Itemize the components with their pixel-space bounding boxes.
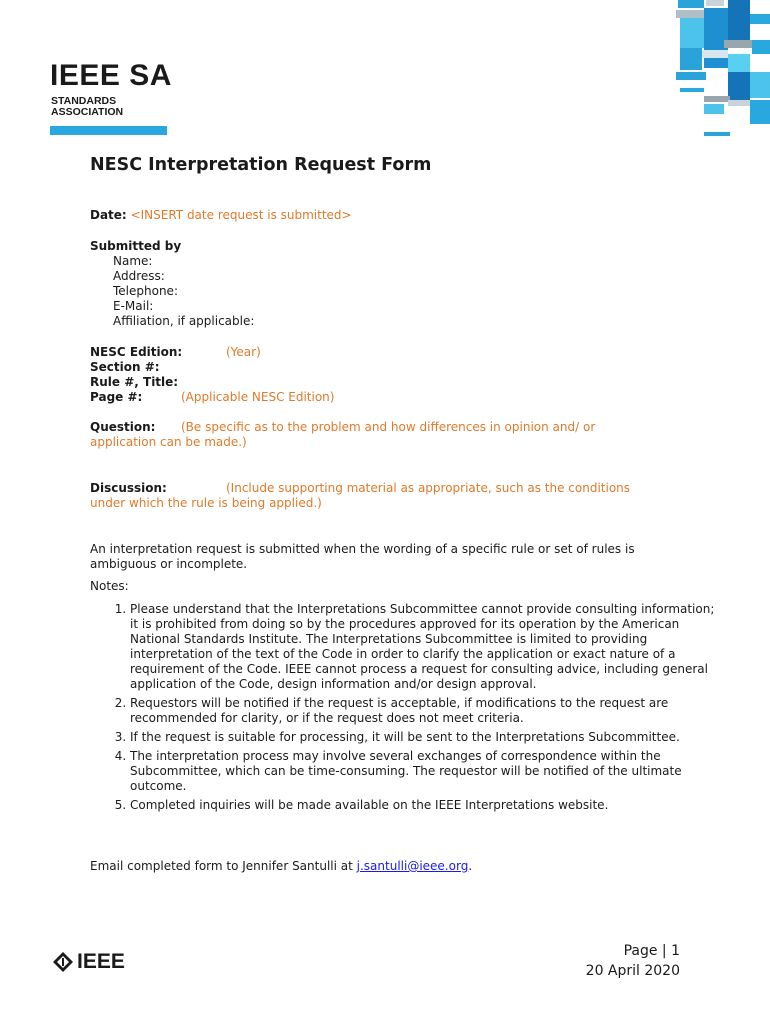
logo-subtitle-line2: ASSOCIATION: [51, 106, 124, 118]
page-title: NESC Interpretation Request Form: [90, 155, 432, 175]
question-hint-line1: (Be specific as to the problem and how differences in opinion and/ or: [181, 420, 596, 434]
page-number: Page | 1: [623, 943, 680, 959]
email-suffix: .: [468, 859, 473, 873]
discussion-hint-line2: under which the rule is being applied.): [90, 496, 322, 510]
discussion-hint-line1: (Include supporting material as appropriate, such as the conditions: [226, 481, 631, 495]
ieee-sa-logo: IEEE SA: [50, 59, 172, 92]
email-prefix: Email completed form to Jennifer Santulli at: [90, 859, 357, 873]
email-link[interactable]: j.santulli@ieee.org: [356, 859, 469, 873]
list-item: 3. If the request is suitable for processing, it will be sent to the Interpretations Subcommittee.: [130, 730, 720, 745]
edition-label: NESC Edition:: [90, 345, 183, 359]
submitted-by-heading: Submitted by: [90, 239, 182, 253]
decorative-pixel-blocks: [676, 0, 770, 140]
submitter-field-name: Name:: [113, 254, 153, 268]
notes-label: Notes:: [90, 579, 129, 593]
logo-accent-bar: [50, 126, 167, 135]
list-item: 5. Completed inquiries will be made available on the IEEE Interpretations website.: [130, 798, 720, 813]
notes-list: [90, 602, 720, 817]
page-label: Page #:: [90, 390, 143, 404]
submitter-field-telephone: Telephone:: [113, 284, 178, 298]
page-footer-info: [586, 941, 680, 981]
ieee-footer-logo: [52, 950, 125, 974]
document-date: 20 April 2020: [585, 963, 680, 979]
ieee-diamond-icon: [52, 951, 74, 973]
email-instruction: [90, 859, 472, 874]
date-value: <INSERT date request is submitted>: [130, 208, 352, 222]
list-item: 4. The interpretation process may involve several exchanges of correspondence within the Subcommittee, which can be time-consuming. The requestor will be notified of the ultimate outcome.: [130, 749, 720, 794]
list-item: 1. Please understand that the Interpretations Subcommittee cannot provide consulting information; it is prohibited from doing so by the procedures approved for its operation by the American National Standards Institute. The Interpretations Subcommittee is limited to providing interpretation of the text of the Code in order to clarify the application or exact nature of a requirement of the Code. IEEE cannot process a request for consulting advice, including general application of the Code, design information and/or design approval.: [130, 602, 720, 692]
submitter-field-affiliation: Affiliation, if applicable:: [113, 314, 255, 328]
date-label: Date:: [90, 208, 127, 222]
rule-title-label: Rule #, Title:: [90, 375, 179, 389]
date-line: [90, 208, 352, 223]
section-label: Section #:: [90, 360, 160, 374]
submitter-field-address: Address:: [113, 269, 165, 283]
question-label: Question:: [90, 420, 156, 434]
edition-value: (Year): [226, 345, 261, 359]
logo-subtitle: [51, 96, 123, 118]
intro-paragraph: An interpretation request is submitted when the wording of a specific rule or set of rules is ambiguous or incomplete.: [90, 542, 635, 571]
submitter-field-email: E-Mail:: [113, 299, 154, 313]
ieee-footer-text: IEEE: [77, 950, 125, 973]
page-value: (Applicable NESC Edition): [181, 390, 335, 404]
logo-subtitle-line1: STANDARDS: [51, 95, 117, 107]
question-hint-line2: application can be made.): [90, 435, 247, 449]
discussion-label: Discussion:: [90, 481, 167, 495]
list-item: 2. Requestors will be notified if the request is acceptable, if modifications to the request are recommended for clarity, or if the request does not meet criteria.: [130, 696, 720, 726]
